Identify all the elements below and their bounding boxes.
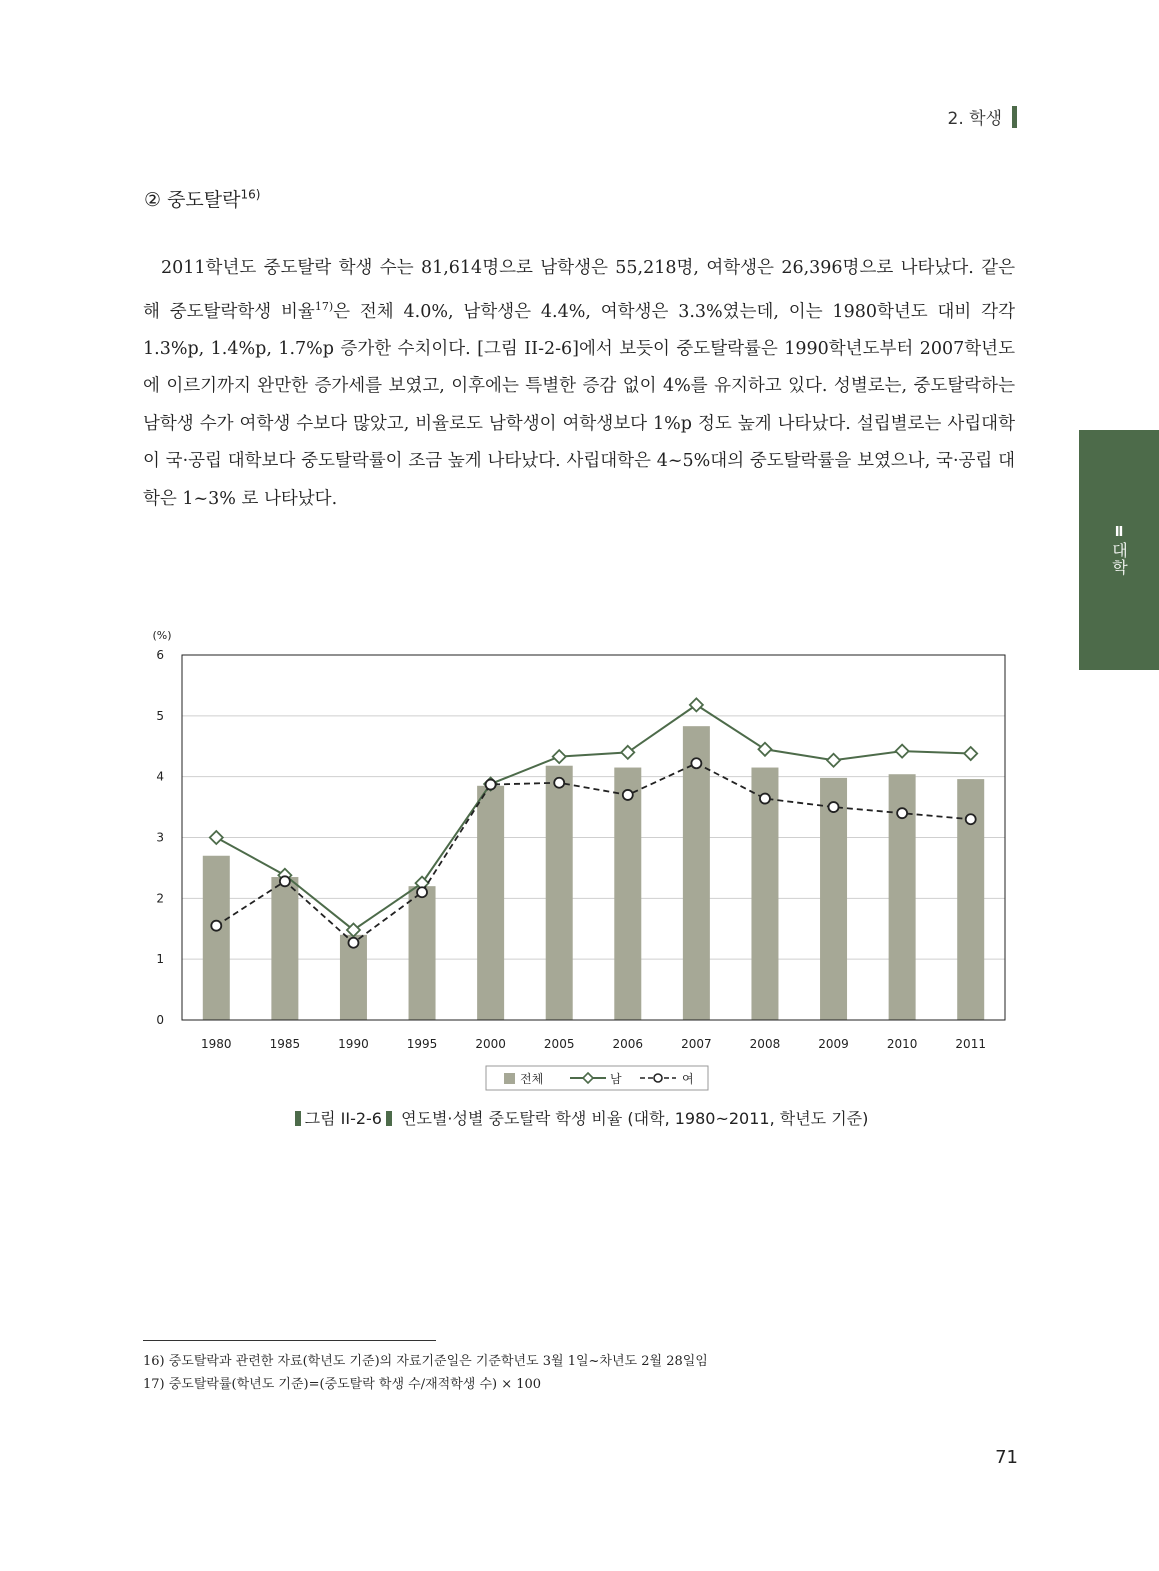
- point-male-1980: [210, 831, 223, 844]
- point-female-1995: [417, 887, 427, 897]
- caption-marker-right: [386, 1111, 392, 1126]
- point-female-1980: [211, 921, 221, 931]
- running-header: [948, 104, 1017, 129]
- x-tick-label: 1985: [269, 1037, 301, 1051]
- page-number: 71: [995, 1447, 1018, 1468]
- legend-label-male: 남: [610, 1072, 622, 1086]
- x-tick-label: 2006: [612, 1037, 644, 1051]
- point-female-2007: [691, 758, 701, 768]
- running-header-title: 2. 학생: [947, 109, 1002, 129]
- x-tick-label: 2010: [886, 1037, 918, 1051]
- footnote-16: 16) 중도탈락과 관련한 자료(학년도 기준)의 자료기준일은 기준학년도 3월 1일~차년도 2월 28일임: [143, 1354, 708, 1369]
- header-accent-bar: [1012, 106, 1017, 128]
- y-tick-label: 6: [156, 648, 164, 662]
- bar-total-1985: [271, 877, 298, 1020]
- point-male-2006: [621, 746, 634, 759]
- point-female-2008: [760, 794, 770, 804]
- bar-total-2005: [546, 766, 573, 1020]
- point-female-2005: [554, 778, 564, 788]
- figure-caption-text: 연도별·성별 중도탈락 학생 비율 (대학, 1980~2011, 학년도 기준): [401, 1109, 869, 1128]
- x-tick-label: 2011: [955, 1037, 986, 1051]
- x-tick-label: 2009: [818, 1037, 849, 1051]
- point-male-2008: [758, 743, 771, 756]
- bar-total-2009: [820, 778, 847, 1020]
- point-female-1985: [280, 876, 290, 886]
- paragraph-part-2: 은 전체 4.0%, 남학생은 4.4%, 여학생은 3.3%였는데, 이는 1980학년도 대비 각각 1.3%p, 1.4%p, 1.7%p 증가한 수치이다. [그림 II-2-6]에서 보듯이 중도탈락률은 1990학년도부터 2007학년도에 이르기까지 완만한 증가세를 보였고, 이후에는 특별한 증감 없이 4%를 유지하고 있다. 성별로는, 중도탈락하는 남학생 수가 여학생 수보다 많았고, 비율로도 남학생이 여학생보다 1%p 정도 높게 나타났다. 설립별로는 사립대학이 국·공립 대학보다 중도탈락률이 조금 높게 나타났다. 사립대학은 4~5%대의 중도탈락률을 보였으나, 국·공립 대학은 1~3% 로 나타났다.: [143, 301, 1015, 509]
- point-female-2000: [486, 780, 496, 790]
- series-line-male: [216, 705, 970, 930]
- paragraph-part-1: 2011학년도 중도탈락 학생 수는 81,614명으로 남학생은 55,218명, 여학생은 26,396명으로 나타났다. 같은 해 중도탈락학생 비율: [143, 258, 1015, 322]
- legend-swatch-total: [504, 1073, 515, 1084]
- caption-marker-left: [295, 1111, 301, 1126]
- body-paragraph: [143, 250, 1015, 518]
- point-female-2011: [966, 814, 976, 824]
- x-tick-label: 1995: [406, 1037, 438, 1051]
- y-tick-label: 5: [156, 708, 164, 723]
- bar-total-2006: [614, 768, 641, 1020]
- y-axis-label: (%): [152, 629, 172, 642]
- dropout-rate-chart: [0, 620, 1159, 1100]
- legend-label-female: 여: [682, 1072, 694, 1086]
- figure-number: II-2-6: [340, 1109, 382, 1128]
- x-tick-label: 2008: [749, 1037, 781, 1051]
- bar-total-1995: [409, 886, 436, 1020]
- figure-label: 그림: [304, 1109, 336, 1128]
- y-tick-label: 1: [156, 952, 164, 967]
- chapter-roman-numeral: Ⅱ: [1114, 524, 1124, 540]
- x-tick-label: 1980: [201, 1037, 232, 1051]
- point-male-2009: [827, 754, 840, 767]
- chapter-label: 대학: [1109, 541, 1129, 576]
- paragraph-footnote-ref: 17): [314, 299, 334, 313]
- bar-total-2000: [477, 786, 504, 1020]
- footnote-17: 17) 중도탈락률(학년도 기준)=(중도탈락 학생 수/재적학생 수) × 100: [143, 1377, 542, 1392]
- x-tick-label: 2005: [543, 1037, 575, 1051]
- point-female-1990: [348, 938, 358, 948]
- point-female-2010: [897, 808, 907, 818]
- chart-svg: [0, 620, 1159, 1100]
- y-tick-label: 3: [156, 830, 164, 845]
- y-tick-label: 2: [156, 891, 164, 906]
- x-tick-label: 2007: [681, 1037, 712, 1051]
- section-footnote-ref: 16): [240, 187, 261, 202]
- x-tick-label: 2000: [475, 1037, 506, 1051]
- figure-caption: [0, 1106, 1159, 1129]
- point-male-2007: [690, 698, 703, 711]
- legend-label-total: 전체: [520, 1072, 544, 1086]
- series-line-female: [216, 763, 970, 942]
- bar-total-2007: [683, 726, 710, 1020]
- point-female-2006: [623, 790, 633, 800]
- section-title: [144, 185, 260, 212]
- bar-total-2008: [751, 768, 778, 1020]
- y-tick-label: 4: [156, 769, 164, 784]
- x-tick-label: 1990: [338, 1037, 369, 1051]
- y-tick-label: 0: [156, 1013, 164, 1027]
- point-female-2009: [829, 802, 839, 812]
- point-male-2010: [896, 745, 909, 758]
- section-title-text: ② 중도탈락: [144, 189, 241, 211]
- point-male-2011: [964, 747, 977, 760]
- point-male-2005: [553, 750, 566, 763]
- bar-total-1980: [203, 856, 230, 1020]
- legend-marker-female: [654, 1074, 662, 1082]
- footnote-divider: [143, 1340, 436, 1341]
- footnotes: [143, 1350, 708, 1396]
